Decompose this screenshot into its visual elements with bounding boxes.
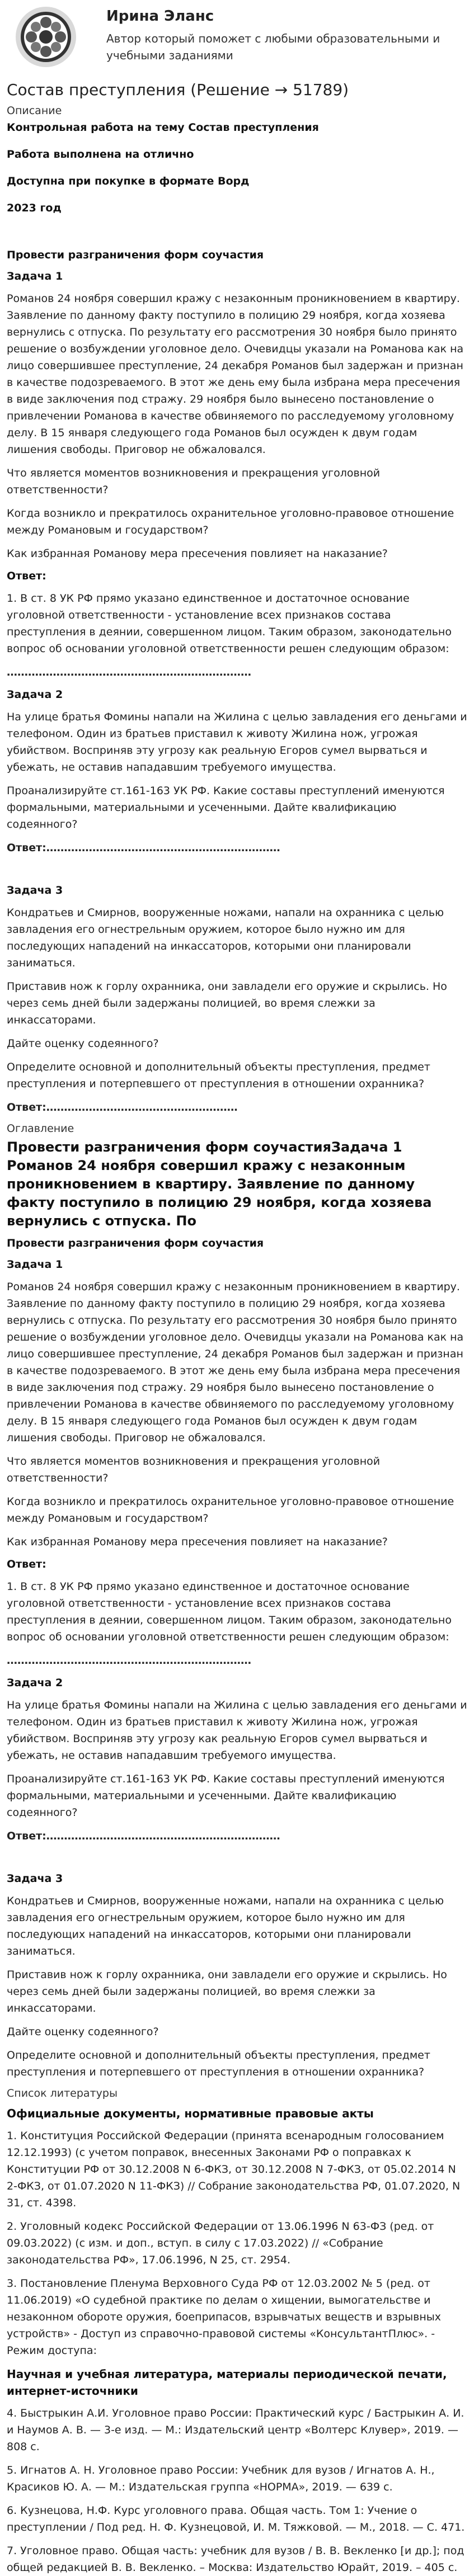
toc-task2-question: Проанализируйте ст.161-163 УК РФ. Какие составы преступлений именуются формальными, материальными и усеченными. Дайте квалификацию содеянного?: [7, 1773, 445, 1819]
toc-task1-title: Задача 1: [7, 1258, 63, 1271]
task3-title: Задача 3: [7, 884, 63, 897]
meta-topic: Контрольная работа на тему Состав преступления: [7, 121, 319, 134]
task3-question-2: Определите основной и дополнительный объекты преступления, предмет преступления и потерпевшего от преступления в отношении охранника?: [7, 1061, 430, 1090]
toc-section-title: Провести разграничения форм соучастия: [7, 1237, 264, 1249]
toc-task1-question-1: Что является моментов возникновения и прекращения уголовной ответственности?: [7, 1455, 381, 1484]
task1-answer-text: 1. В ст. 8 УК РФ прямо указано единственное и достаточное основание уголовной ответственности - установление всех признаков состава преступления в деянии, совершенном лицом. Таким образом, законодательно вопрос об основании уголовной ответственности решен следующим образом:: [7, 592, 452, 655]
toc-label: Оглавление: [7, 1122, 74, 1135]
literature-item: 4. Быстрыкин А.И. Уголовное право России: Практический курс / Бастрыкин А. И. и Наумов А. В. — 3-е изд. — М.: Издательский центр «Волтерс Клувер», 2019. — 808 с.: [7, 2407, 464, 2453]
author-header: [7, 0, 467, 74]
toc-task1-dots: ……………………………………………………………: [7, 1654, 251, 1667]
task1-title: Задача 1: [7, 270, 63, 282]
toc-heading: Провести разграничения форм соучастияЗадача 1 Романов 24 ноября совершил кражу с незаконным проникновением в квартиру. Заявление по данному факту поступило в полицию 29 ноября, когда хозяева вернулись с отпуска. По: [7, 1139, 432, 1229]
literature-item: 1. Конституция Российской Федерации (принята всенародным голосованием 12.12.1993) (с учетом поправок, внесенных Законами РФ о поправках к Конституции РФ от 30.12.2008 N 6-ФКЗ, от 30.12.2008 N 7-ФКЗ, от 05.02.2014 N 2-ФКЗ, от 01.07.2020 N 11-ФКЗ) // Собрание законодательства РФ, 01.07.2020, N 31, ст. 4398.: [7, 2130, 461, 2209]
task1-answer-label: Ответ:: [7, 570, 46, 582]
task2-answer: Ответ:…………………………………………………………: [7, 842, 280, 854]
author-tagline: Автор который поможет с любыми образовательными и учебными заданиями: [106, 32, 440, 62]
task1-question-2: Когда возникло и прекратилось охранительное уголовно-правовое отношение между Романовым и государством?: [7, 507, 454, 536]
task1-question-3: Как избранная Романову мера пресечения повлияет на наказание?: [7, 548, 388, 560]
literature-label: Список литературы: [7, 2087, 118, 2100]
literature-item: 7. Уголовное право. Общая часть: учебник для вузов / В. В. Векленко [и др.]; под общей редакцией В. В. Векленко. – Москва: Издательство Юрайт, 2019. – 405 с.: [7, 2545, 464, 2574]
task3-question-1: Дайте оценку содеянного?: [7, 1037, 159, 1050]
meta-year: 2023 год: [7, 202, 62, 214]
meta-quality: Работа выполнена на отлично: [7, 148, 194, 161]
scientific-literature-heading: Научная и учебная литература, материалы периодической печати, интернет-источники: [7, 2367, 447, 2398]
literature-item: 6. Кузнецова, Н.Ф. Курс уголовного права. Общая часть. Том 1: Учение о преступлении / Под ред. Н. Ф. Кузнецовой, И. М. Тяжковой. — М., 2018. — С. 471.: [7, 2504, 465, 2533]
toc-task1-text: Романов 24 ноября совершил кражу с незаконным проникновением в квартиру. Заявление по данному факту поступило в полицию 29 ноября, когда хозяева вернулись с отпуска. По результату его рассмотрения 30 ноября было принято решение о возбуждении уголовное дело. Очевидцы указали на Романова как на лицо совершившее преступление, 24 декабря Романов был задержан и признан в качестве подозреваемого. В этот же день ему была избрана мера пресечения в виде заключения под стражу. 29 ноября было вынесено постановление о привлечении Романова в качестве обвиняемого по расследуемому уголовному делу. В 15 января следующего года Романов был осужден к двум годам лишения свободы. Приговор не обжаловался.: [7, 1281, 464, 1444]
task1-dots: ……………………………………………………………: [7, 666, 251, 678]
toc-task2-title: Задача 2: [7, 1677, 63, 1689]
task1-question-1: Что является моментов возникновения и прекращения уголовной ответственности?: [7, 467, 381, 496]
toc-task3-text-2: Приставив нож к горлу охранника, они завладели его оружие и скрылись. Но через семь дней были задержаны полицией, во время слежки за инкассаторами.: [7, 1969, 447, 2014]
product-title: Состав преступления (Решение → 51789): [7, 81, 349, 99]
task3-text-2: Приставив нож к горлу охранника, они завладели его оружие и скрылись. Но через семь дней были задержаны полицией, во время слежки за инкассаторами.: [7, 980, 447, 1026]
official-documents-heading: Официальные документы, нормативные правовые акты: [7, 2107, 374, 2120]
toc-task3-question-1: Дайте оценку содеянного?: [7, 2026, 159, 2038]
toc-task2-text: На улице братья Фомины напали на Жилина с целью завладения его деньгами и телефоном. Один из братьев приставил к животу Жилина нож, угрожая убийством. Восприняв эту угрозу как реальную Егоров сумел вырваться и убежать, не оставив нападавшим требуемого имущества.: [7, 1699, 467, 1762]
task1-text: Романов 24 ноября совершил кражу с незаконным проникновением в квартиру. Заявление по данному факту поступило в полицию 29 ноября, когда хозяева вернулись с отпуска. По результату его рассмотрения 30 ноября было принято решение о возбуждении уголовное дело. Очевидцы указали на Романова как на лицо совершившее преступление, 24 декабря Романов был задержан и признан в качестве подозреваемого. В этот же день ему была избрана мера пресечения в виде заключения под стражу. 29 ноября было вынесено постановление о привлечении Романова в качестве обвиняемого по расследуемому уголовному делу. В 15 января следующего года Романов был осужден к двум годам лишения свободы. Приговор не обжаловался.: [7, 292, 464, 456]
task3-answer: Ответ:………………………………………………: [7, 1101, 238, 1114]
description-label: Описание: [7, 105, 62, 117]
author-name[interactable]: Ирина Эланс: [106, 8, 214, 25]
toc-task1-answer-text: 1. В ст. 8 УК РФ прямо указано единственное и достаточное основание уголовной ответственности - установление всех признаков состава преступления в деянии, совершенном лицом. Таким образом, законодательно вопрос об основании уголовной ответственности решен следующим образом:: [7, 1580, 452, 1643]
toc-task2-answer: Ответ:…………………………………………………………: [7, 1830, 280, 1842]
toc-task1-question-3: Как избранная Романову мера пресечения повлияет на наказание?: [7, 1536, 388, 1548]
meta-format: Доступна при покупке в формате Ворд: [7, 175, 250, 187]
task2-text: На улице братья Фомины напали на Жилина с целью завладения его деньгами и телефоном. Один из братьев приставил к животу Жилина нож, угрожая убийством. Восприняв эту угрозу как реальную Егоров сумел вырваться и убежать, не оставив нападавшим требуемого имущества.: [7, 711, 467, 773]
toc-task1-answer-label: Ответ:: [7, 1558, 46, 1570]
literature-item: 2. Уголовный кодекс Российской Федерации от 13.06.1996 N 63-ФЗ (ред. от 09.03.2022) (с изм. и доп., вступ. в силу с 17.03.2022) // «Собрание законодательства РФ», 17.06.1996, N 25, ст. 2954.: [7, 2220, 434, 2266]
task3-text: Кондратьев и Смирнов, вооруженные ножами, напали на охранника с целью завладения его огнестрельным оружием, которое было нужно им для последующих нападений на инкассаторов, которыми они планировали заниматься.: [7, 907, 444, 969]
task2-title: Задача 2: [7, 688, 63, 701]
literature-item: 5. Игнатов А. Н. Уголовное право России: Учебник для вузов / Игнатов А. Н., Красиков Ю. А. — М.: Издательская группа «НОРМА», 2019. — 639 с.: [7, 2464, 435, 2493]
literature-item: 3. Постановление Пленума Верховного Суда РФ от 12.03.2002 № 5 (ред. от 11.06.2019) «О судебной практике по делам о хищении, вымогательстве и незаконном обороте оружия, боеприпасов, взрывчатых веществ и взрывных устройств» - Доступ из справочно-правовой системы «КонсультантПлюс». - Режим доступа:: [7, 2277, 442, 2357]
toc-task3-title: Задача 3: [7, 1872, 63, 1885]
section-title: Провести разграничения форм соучастия: [7, 249, 264, 261]
toc-task3-text: Кондратьев и Смирнов, вооруженные ножами, напали на охранника с целью завладения его огнестрельным оружием, которое было нужно им для последующих нападений на инкассаторов, которыми они планировали заниматься.: [7, 1895, 444, 1957]
toc-task1-question-2: Когда возникло и прекратилось охранительное уголовно-правовое отношение между Романовым и государством?: [7, 1495, 454, 1525]
avatar-icon[interactable]: [7, 3, 85, 69]
task2-question: Проанализируйте ст.161-163 УК РФ. Какие составы преступлений именуются формальными, материальными и усеченными. Дайте квалификацию содеянного?: [7, 785, 445, 831]
toc-task3-question-2: Определите основной и дополнительный объекты преступления, предмет преступления и потерпевшего от преступления в отношении охранника?: [7, 2049, 430, 2078]
